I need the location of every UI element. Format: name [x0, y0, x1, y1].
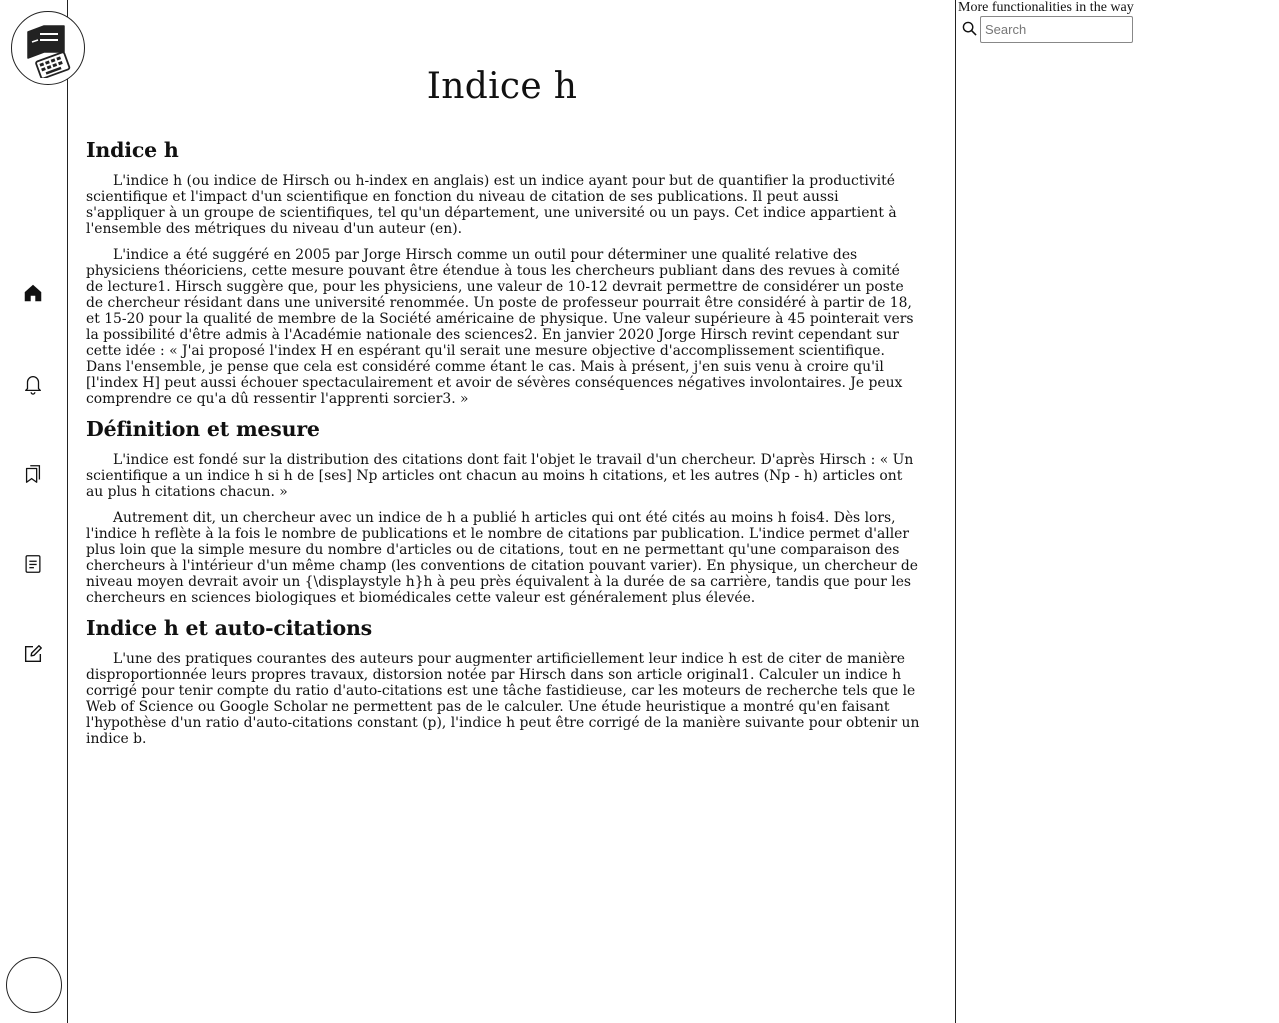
logo-icon — [24, 22, 74, 78]
paragraph: L'indice est fondé sur la distribution des citations dont fait l'objet le travail d'un chercheur. D'après Hirsch : « Un scientifique a un indice h si h de [ses] Np articles ont chacun au moins h citations, et les autres (Np - h) articles ont au plus h citations chacun. » — [86, 452, 914, 500]
search-input[interactable] — [980, 16, 1133, 43]
search-icon — [962, 21, 977, 36]
edit-icon[interactable] — [22, 643, 44, 665]
section-heading: Indice h — [86, 138, 179, 162]
logo[interactable] — [11, 11, 85, 85]
section-heading: Indice h et auto-citations — [86, 616, 373, 640]
paragraph: L'indice a été suggéré en 2005 par Jorge Hirsch comme un outil pour déterminer une qualité relative des physiciens théoriciens, cette mesure pouvant être étendue à tous les chercheurs publiant dans des revues à comité de lecture1. Hirsch suggère que, pour les physiciens, une valeur de 10-12 devrait permettre de considérer un poste de chercheur résidant dans une université renommée. Un poste de professeur pourrait être considéré à partir de 18, et 15-20 pour la qualité de membre de la Société américaine de physique. Une valeur supérieure à 45 pointerait vers la possibilité d'être admis à l'Académie nationale des sciences2. En janvier 2020 Jorge Hirsch revint cependant sur cette idée : « J'ai proposé l'index H en espérant qu'il serait une mesure objective d'accomplissement scientifique. Dans l'ensemble, je pense que cela est considéré comme étant le cas. Mais à présent, j'en suis venu à croire qu'il [l'index H] peut aussi échouer spectaculairement et avoir de sévères conséquences négatives involontaires. Je peux comprendre ce qu'a dû ressentir l'apprenti sorcier3. » — [86, 247, 914, 407]
avatar[interactable] — [6, 957, 62, 1013]
home-icon[interactable] — [22, 282, 44, 304]
bookmarks-icon[interactable] — [22, 463, 44, 485]
right-panel — [958, 0, 1279, 1023]
main-content — [69, 0, 956, 1023]
paragraph: L'indice h (ou indice de Hirsch ou h-index en anglais) est un indice ayant pour but de quantifier la productivité scientifique et l'impact d'un scientifique en fonction du niveau de citation de ses publications. Il peut aussi s'appliquer à un groupe de scientifiques, tel qu'un département, une université ou un pays. Cet indice appartient à l'ensemble des métriques du niveau d'un auteur (en). — [86, 173, 897, 237]
bell-icon[interactable] — [22, 373, 44, 395]
sidebar — [0, 0, 68, 1023]
paragraph: L'une des pratiques courantes des auteurs pour augmenter artificiellement leur indice h est de citer de manière disproportionnée leurs propres travaux, distorsion notée par Hirsch dans son article original1. Calculer un indice h corrigé pour tenir compte du ratio d'auto-citations est une tâche fastidieuse, car les moteurs de recherche tels que le Web of Science ou Google Scholar ne permettent pas de le calculer. Une étude heuristique a montré qu'en faisant l'hypothèse d'un ratio d'auto-citations constant (p), l'indice h peut être corrigé de la manière suivante pour obtenir un indice b. — [86, 651, 920, 747]
document-icon[interactable] — [22, 553, 44, 575]
article — [86, 138, 920, 757]
more-functionalities-banner: More functionalities in the way — [958, 0, 1134, 15]
paragraph: Autrement dit, un chercheur avec un indice de h a publié h articles qui ont été cités au moins h fois4. Dès lors, l'indice h reflète à la fois le nombre de publications et le nombre de citations par publication. L'indice permet d'aller plus loin que la simple mesure du nombre d'articles ou de citations, tout en ne permettant qu'une comparaison des chercheurs à l'intérieur d'un même champ (les conventions de citation pouvant varier). En physique, un chercheur de niveau moyen devrait avoir un {\displaystyle h}h à peu près équivalent à la durée de sa carrière, tandis que pour les chercheurs en sciences biologiques et biomédicales cette valeur est généralement plus élevée. — [86, 510, 918, 606]
section-heading: Définition et mesure — [86, 417, 320, 441]
page-title: Indice h — [426, 66, 578, 107]
